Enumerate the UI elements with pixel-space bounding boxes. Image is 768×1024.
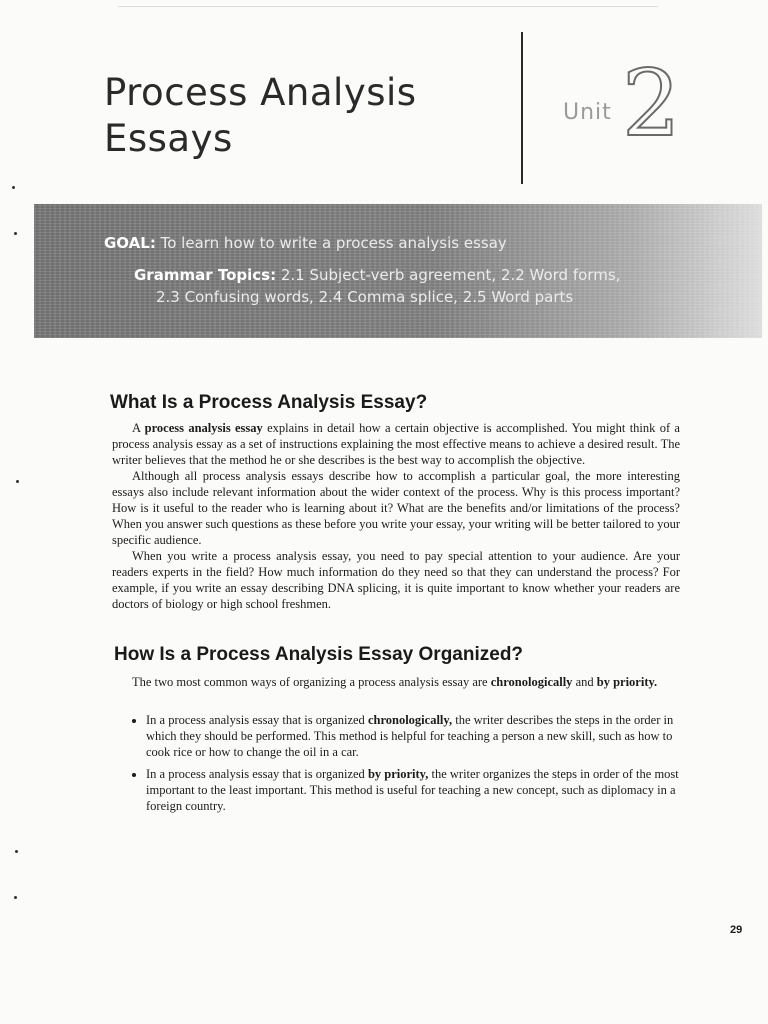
- page-number: 29: [730, 924, 743, 936]
- section1-paragraph-3: When you write a process analysis essay, you need to pay special attention to your audience. Are your readers experts in the field? How much information do they need so that they can understand the process? For example, if you write an essay describing DNA splicing, it is quite important to know whether your readers are doctors of biology or high school freshmen.: [112, 549, 680, 611]
- chapter-title-line1: Process Analysis: [104, 71, 417, 114]
- p1-lead: A: [132, 421, 145, 435]
- goal-text: To learn how to write a process analysis essay: [160, 234, 507, 252]
- bullet2-rest: the writer organizes the steps in order of the most important to the least important. This method is useful for teaching a new concept, such as diplomacy in a foreign country.: [146, 767, 679, 813]
- list-item-chronological: [146, 712, 696, 760]
- title-divider: [521, 32, 523, 184]
- scan-edge-line: [118, 6, 658, 7]
- p1-rest: explains in detail how a certain objective is accomplished. You might think of a process analysis essay as a set of instructions explaining the most effective means to achieve a desired result. The writer believes that the method he or she describes is the best way to accomplish the objective.: [112, 421, 680, 467]
- bullet2-lead: In a process analysis essay that is organized: [146, 767, 368, 781]
- section1-heading: What Is a Process Analysis Essay?: [110, 392, 428, 413]
- intro-bold-chronologically: chronologically: [490, 675, 573, 689]
- intro-lead: The two most common ways of organizing a process analysis essay are: [132, 675, 491, 689]
- bullet1-bold: chronologically,: [367, 713, 453, 727]
- bullet2-bold: by priority,: [367, 767, 429, 781]
- section2-intro: [112, 674, 680, 690]
- grammar-text: 2.1 Subject-verb agreement, 2.2 Word forms,: [280, 266, 621, 284]
- organization-list: [130, 712, 696, 820]
- list-item-priority: [146, 766, 696, 814]
- scan-speck: [14, 232, 17, 235]
- grammar-text-2: 2.3 Confusing words, 2.4 Comma splice, 2.5 Word parts: [156, 288, 574, 306]
- bullet1-lead: In a process analysis essay that is organized: [146, 713, 368, 727]
- goal-banner: [34, 204, 762, 338]
- chapter-title-line2: Essays: [104, 117, 233, 160]
- grammar-label: Grammar Topics:: [134, 266, 277, 284]
- section2-heading: How Is a Process Analysis Essay Organized?: [114, 644, 524, 665]
- intro-mid: and: [572, 675, 597, 689]
- scan-speck: [14, 896, 17, 899]
- scan-speck: [15, 850, 18, 853]
- intro-bold-priority: by priority.: [596, 675, 658, 689]
- unit-label: Unit: [563, 100, 612, 125]
- section1-paragraph-1: [112, 420, 680, 468]
- p1-bold-term: process analysis essay: [144, 421, 263, 435]
- unit-number: 2: [622, 50, 681, 157]
- scan-speck: [16, 480, 19, 483]
- grammar-line-2: [156, 288, 573, 306]
- scan-speck: [12, 186, 15, 189]
- chapter-title: [104, 70, 417, 162]
- section1-paragraph-2: Although all process analysis essays describe how to accomplish a particular goal, the more interesting essays also include relevant information about the wider context of the process. Why is this process important? How is it useful to the reader who is learning about it? What are the benefits and/or limitations of the process? When you answer such questions as these before you write your essay, your writing will be better tailored to your specific audience.: [112, 469, 680, 547]
- goal-line: [104, 234, 507, 252]
- bullet1-rest: the writer describes the steps in the order in which they should be performed. This method is helpful for teaching a person a new skill, such as how to cook rice or how to change the oil in a car.: [146, 713, 674, 759]
- grammar-line: [134, 266, 620, 284]
- goal-label: GOAL:: [104, 234, 156, 252]
